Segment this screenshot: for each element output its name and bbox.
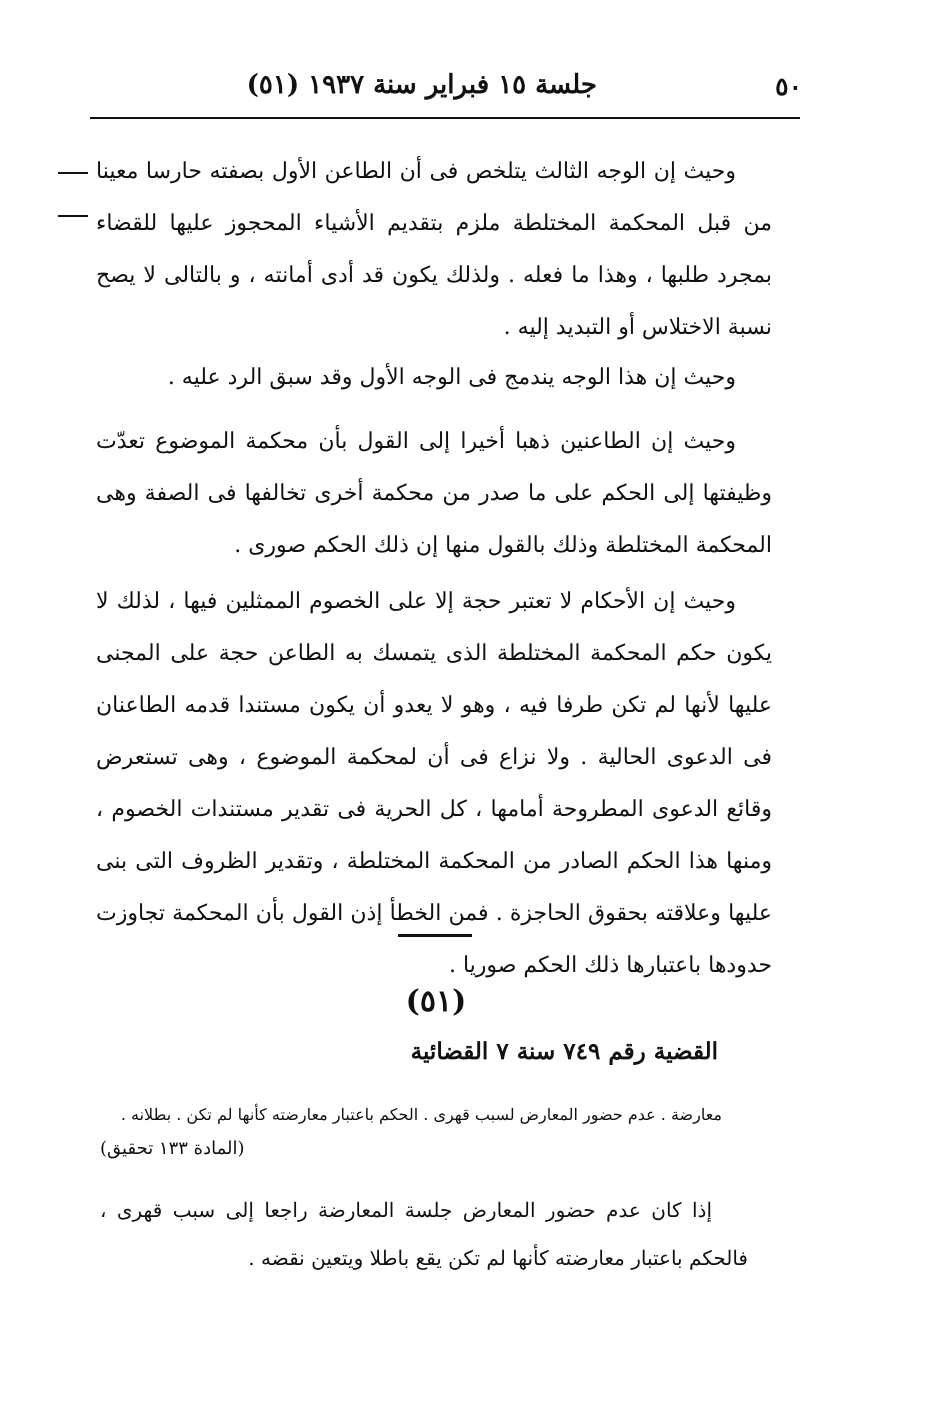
- paragraph-text: وحيث إن الطاعنين ذهبا أخيرا إلى القول بأن محكمة الموضوع تعدّت وظيفتها إلى الحكم على ما صدر من محكمة أخرى تخالفها فى الصفة وهى المحكمة المختلطة وذلك بالقول منها إن ذلك الحكم صورى .: [96, 429, 772, 558]
- paragraph-text: وحيث إن الأحكام لا تعتبر حجة إلا على الخصوم الممثلين فيها ، لذلك لا يكون حكم المحكمة المختلطة الذى يتمسك به الطاعن حجة على المجنى عليها لأنها لم تكن طرفا فيه ، وهو لا يعدو أن يكون مستندا قدمه الطاعنان فى الدعوى الحالية . ولا نزاع فى أن لمحكمة الموضوع ، وهى تستعرض وقائع الدعوى المطروحة أمامها ، كل الحرية فى تقدير مستندات الخصوم ، ومنها هذا الحكم الصادر من المحكمة المختلطة ، وتقدير الظروف التى بنى عليها وعلاقته بحقوق الحاجزة . فمن الخطأ إذن القول بأن المحكمة تجاوزت حدودها باعتبارها ذلك الحكم صوريا .: [96, 589, 772, 978]
- margin-mark: [58, 215, 88, 217]
- case-number: (٥١): [405, 984, 467, 1019]
- page-number: ٥٠: [775, 72, 802, 101]
- body-paragraph-1: [96, 146, 772, 354]
- running-title: جلسة ١٥ فبراير سنة ١٩٣٧ (٥١): [246, 70, 597, 100]
- holding-text: إذا كان عدم حضور المعارض جلسة المعارضة راجعا إلى سبب قهرى ، فالحكم باعتبار معارضته كأنها لم تكن يقع باطلا ويتعين نقضه .: [100, 1198, 748, 1270]
- page-header: [96, 64, 802, 116]
- paragraph-text: وحيث إن الوجه الثالث يتلخص فى أن الطاعن الأول بصفته حارسا معينا من قبل المحكمة المختلطة ملزم بتقديم الأشياء المحجوز عليها للقضاء بمجرد طلبها ، وهذا ما فعله . ولذلك يكون قد أدى أمانته ، و بالتالى لا يصح نسبة الاختلاس أو التبديد إليه .: [96, 159, 772, 340]
- article-reference: (المادة ١٣٣ تحقيق): [100, 1138, 245, 1159]
- body-paragraph-2: [96, 352, 772, 404]
- margin-mark: [58, 172, 88, 174]
- paragraph-text: وحيث إن هذا الوجه يندمج فى الوجه الأول وقد سبق الرد عليه .: [167, 365, 736, 390]
- body-paragraph-3: [96, 416, 772, 572]
- case-title: القضية رقم ٧٤٩ سنة ٧ القضائية: [410, 1038, 718, 1065]
- case-summary: [100, 1098, 722, 1166]
- header-rule: [90, 117, 800, 119]
- case-holding: [100, 1186, 748, 1282]
- body-paragraph-4: [96, 576, 772, 992]
- summary-text: معارضة . عدم حضور المعارض لسبب قهرى . الحكم باعتبار معارضته كأنها لم تكن . بطلانه .: [120, 1105, 722, 1124]
- section-divider: [398, 934, 472, 937]
